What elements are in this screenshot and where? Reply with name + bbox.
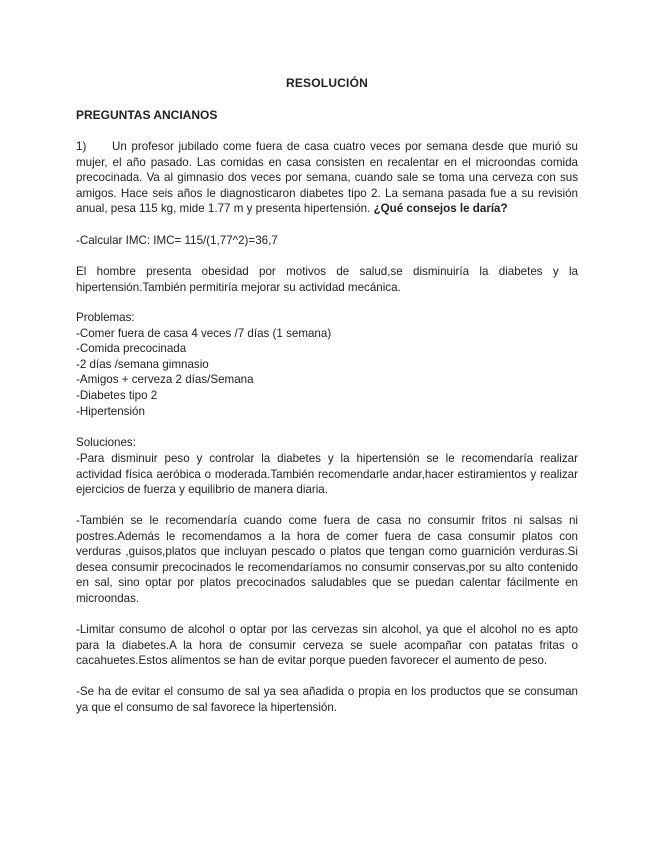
solution-paragraph-2: -También se le recomendaría cuando come fuera de casa no consumir fritos ni salsas ni postres.Además le recomendamos a la hora de comer fuera de casa consumir platos con verduras ,guisos,platos que incluyan pescado o platos que tengan como guarnición verduras.Si desea consumir precocinados le recomendaríamos no consumir conservas,por su alto contenido en sal, sino optar por platos precocinados saludables que se puedan calentar fácilmente en microondas. bbox=[76, 514, 578, 605]
question-paragraph bbox=[76, 139, 578, 217]
imc-calculation: -Calcular IMC: IMC= 115/(1,77^2)=36,7 bbox=[76, 234, 278, 247]
problems-list bbox=[76, 310, 578, 419]
solutions-title: Soluciones: bbox=[76, 436, 136, 449]
list-item: -Comer fuera de casa 4 veces /7 días (1 semana) bbox=[76, 326, 332, 340]
solution-paragraph-4: -Se ha de evitar el consumo de sal ya sea añadida o propia en los productos que se consuman ya que el consumo de sal favorece la hipertensión. bbox=[76, 685, 578, 714]
list-item: -Amigos + cerveza 2 días/Semana bbox=[76, 373, 254, 387]
document-title: RESOLUCIÓN bbox=[285, 76, 368, 90]
solution-paragraph-1: -Para disminuir peso y controlar la diabetes y la hipertensión se le recomendaría realizar actividad física aeróbica o moderada.También recomendarle andar,hacer estiramientos y realizar ejercicios de fuerza y equilibrio de manera diaria. bbox=[76, 452, 578, 497]
list-item: -Comida precocinada bbox=[76, 342, 187, 356]
problems-title: Problemas: bbox=[76, 311, 135, 324]
section-heading: PREGUNTAS ANCIANOS bbox=[76, 108, 218, 122]
list-item: -Hipertensión bbox=[76, 404, 145, 418]
question-text: Un profesor jubilado come fuera de casa cuatro veces por semana desde que murió su mujer, el año pasado. Las comidas en casa consisten en recalentar en el microondas comida precocinada. Va al gimnasio dos veces por semana, cuando sale se toma una cerveza con sus amigos. Hace seis años le diagnosticaron diabetes tipo 2. La semana pasada fue a su revisión anual, pesa 115 kg, mide 1.77 m y presenta hipertensión. bbox=[76, 140, 578, 216]
list-item: -Diabetes tipo 2 bbox=[76, 388, 158, 402]
question-number: 1) bbox=[76, 140, 87, 153]
question-bold: ¿Qué consejos le daría? bbox=[373, 202, 508, 216]
conclusion-paragraph: El hombre presenta obesidad por motivos de salud,se disminuiría la diabetes y la hipertensión.También permitiría mejorar su actividad mecánica. bbox=[76, 265, 578, 294]
solution-paragraph-3: -Limitar consumo de alcohol o optar por las cervezas sin alcohol, ya que el alcohol no es apto para la diabetes.A la hora de consumir cerveza se suele acompañar con patatas fritas o cacahuetes.Estos alimentos se han de evitar porque pueden favorecer el aumento de peso. bbox=[76, 623, 578, 668]
list-item: -2 días /semana gimnasio bbox=[76, 357, 209, 371]
